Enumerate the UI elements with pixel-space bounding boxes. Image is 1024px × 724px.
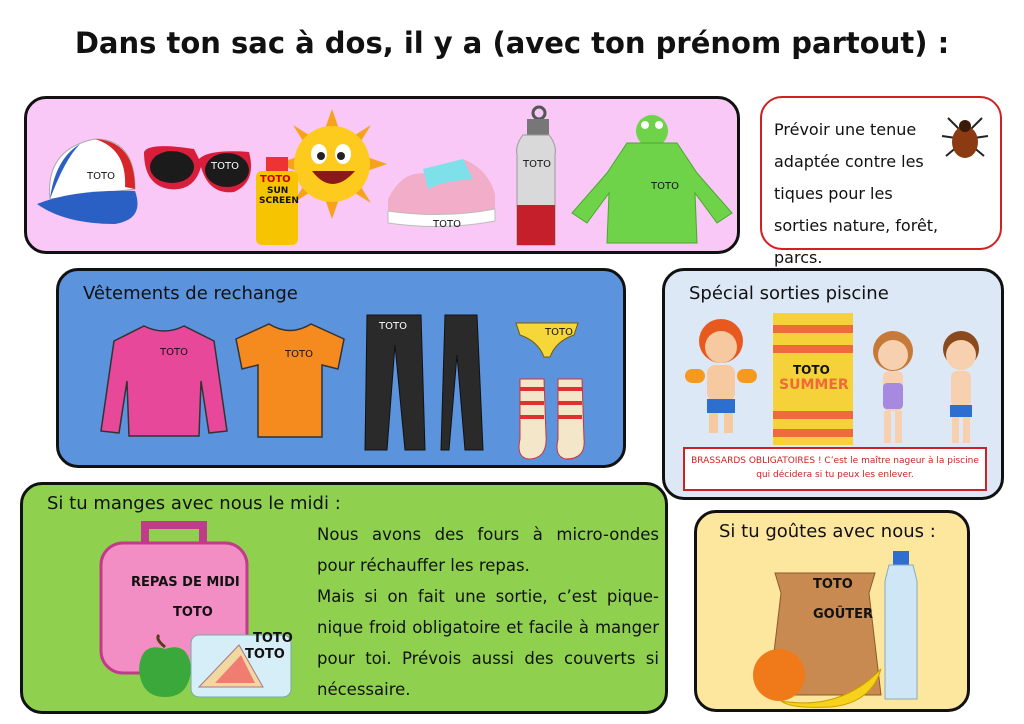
socks-icon bbox=[514, 379, 594, 463]
sunscreen-label-line2: SCREEN bbox=[259, 196, 299, 206]
lunch-box bbox=[20, 482, 668, 714]
sweatshirt-icon bbox=[99, 321, 229, 441]
raincoat-name-tag: TOTO bbox=[651, 181, 679, 192]
lunch-paragraph-2: Mais si on fait une sortie, c’est pique-nique froid obligatoire et facile à manger pour toi. Prévois aussi des couverts si nécessaire. bbox=[317, 587, 659, 699]
cap-name-tag: TOTO bbox=[87, 171, 115, 182]
ticks-note-box bbox=[760, 96, 1002, 267]
spare-clothes-title: Vêtements de rechange bbox=[83, 283, 298, 304]
sunglasses-icon bbox=[139, 137, 259, 197]
lunch-title: Si tu manges avec nous le midi : bbox=[47, 493, 341, 514]
sunscreen-name-tag: TOTO bbox=[260, 174, 291, 185]
boy-swimsuit-icon bbox=[931, 327, 991, 447]
pants-name-tag: TOTO bbox=[379, 321, 407, 332]
sunscreen-label-line1: SUN bbox=[267, 186, 289, 196]
snack-box bbox=[694, 510, 970, 712]
lunch-bag-name-tag: TOTO bbox=[173, 605, 213, 620]
sandwich-box-name-tag-2: TOTO bbox=[245, 647, 285, 662]
snack-bag-label: GOÛTER bbox=[813, 607, 874, 622]
glasses-name-tag: TOTO bbox=[211, 161, 239, 172]
briefs-name-tag: TOTO bbox=[545, 327, 573, 338]
armbands-notice: BRASSARDS OBLIGATOIRES ! C’est le maître nageur à la piscine qui décidera si tu peux les enlever. bbox=[683, 447, 987, 491]
apple-icon bbox=[135, 635, 195, 701]
girl-swimsuit-icon bbox=[861, 327, 925, 447]
lunch-bag-label: REPAS DE MIDI bbox=[131, 575, 240, 590]
tshirt-name-tag: TOTO bbox=[285, 349, 313, 360]
lunch-paragraph-1: Nous avons des fours à micro-ondes pour réchauffer les repas. bbox=[317, 525, 659, 575]
page-title: Dans ton sac à dos, il y a (avec ton prénom partout) : bbox=[74, 26, 950, 60]
pants-icon bbox=[361, 315, 511, 455]
snack-title: Si tu goûtes avec nous : bbox=[719, 521, 936, 542]
sweatshirt-name-tag: TOTO bbox=[160, 347, 188, 358]
pool-outings-box bbox=[662, 268, 1004, 500]
boy-armbands-icon bbox=[681, 317, 765, 437]
towel-text: SUMMER bbox=[779, 377, 849, 393]
pool-outings-title: Spécial sorties piscine bbox=[689, 283, 889, 304]
spare-clothes-box bbox=[56, 268, 626, 468]
fruit-icon bbox=[751, 645, 891, 711]
snack-bag-name-tag: TOTO bbox=[813, 577, 853, 592]
backpack-items-box bbox=[24, 96, 740, 254]
tshirt-icon bbox=[234, 319, 346, 439]
bottle-name-tag: TOTO bbox=[523, 159, 551, 170]
sandwich-box-name-tag-1: TOTO bbox=[253, 631, 293, 646]
ticks-note-text: Prévoir une tenue adaptée contre les tiques pour les sorties nature, forêt, parcs. bbox=[774, 120, 939, 267]
water-bottle-icon bbox=[511, 105, 561, 250]
towel-name-tag: TOTO bbox=[793, 363, 830, 377]
sneakers-icon bbox=[383, 139, 503, 229]
shoes-name-tag: TOTO bbox=[433, 219, 461, 230]
tick-icon bbox=[938, 108, 992, 168]
